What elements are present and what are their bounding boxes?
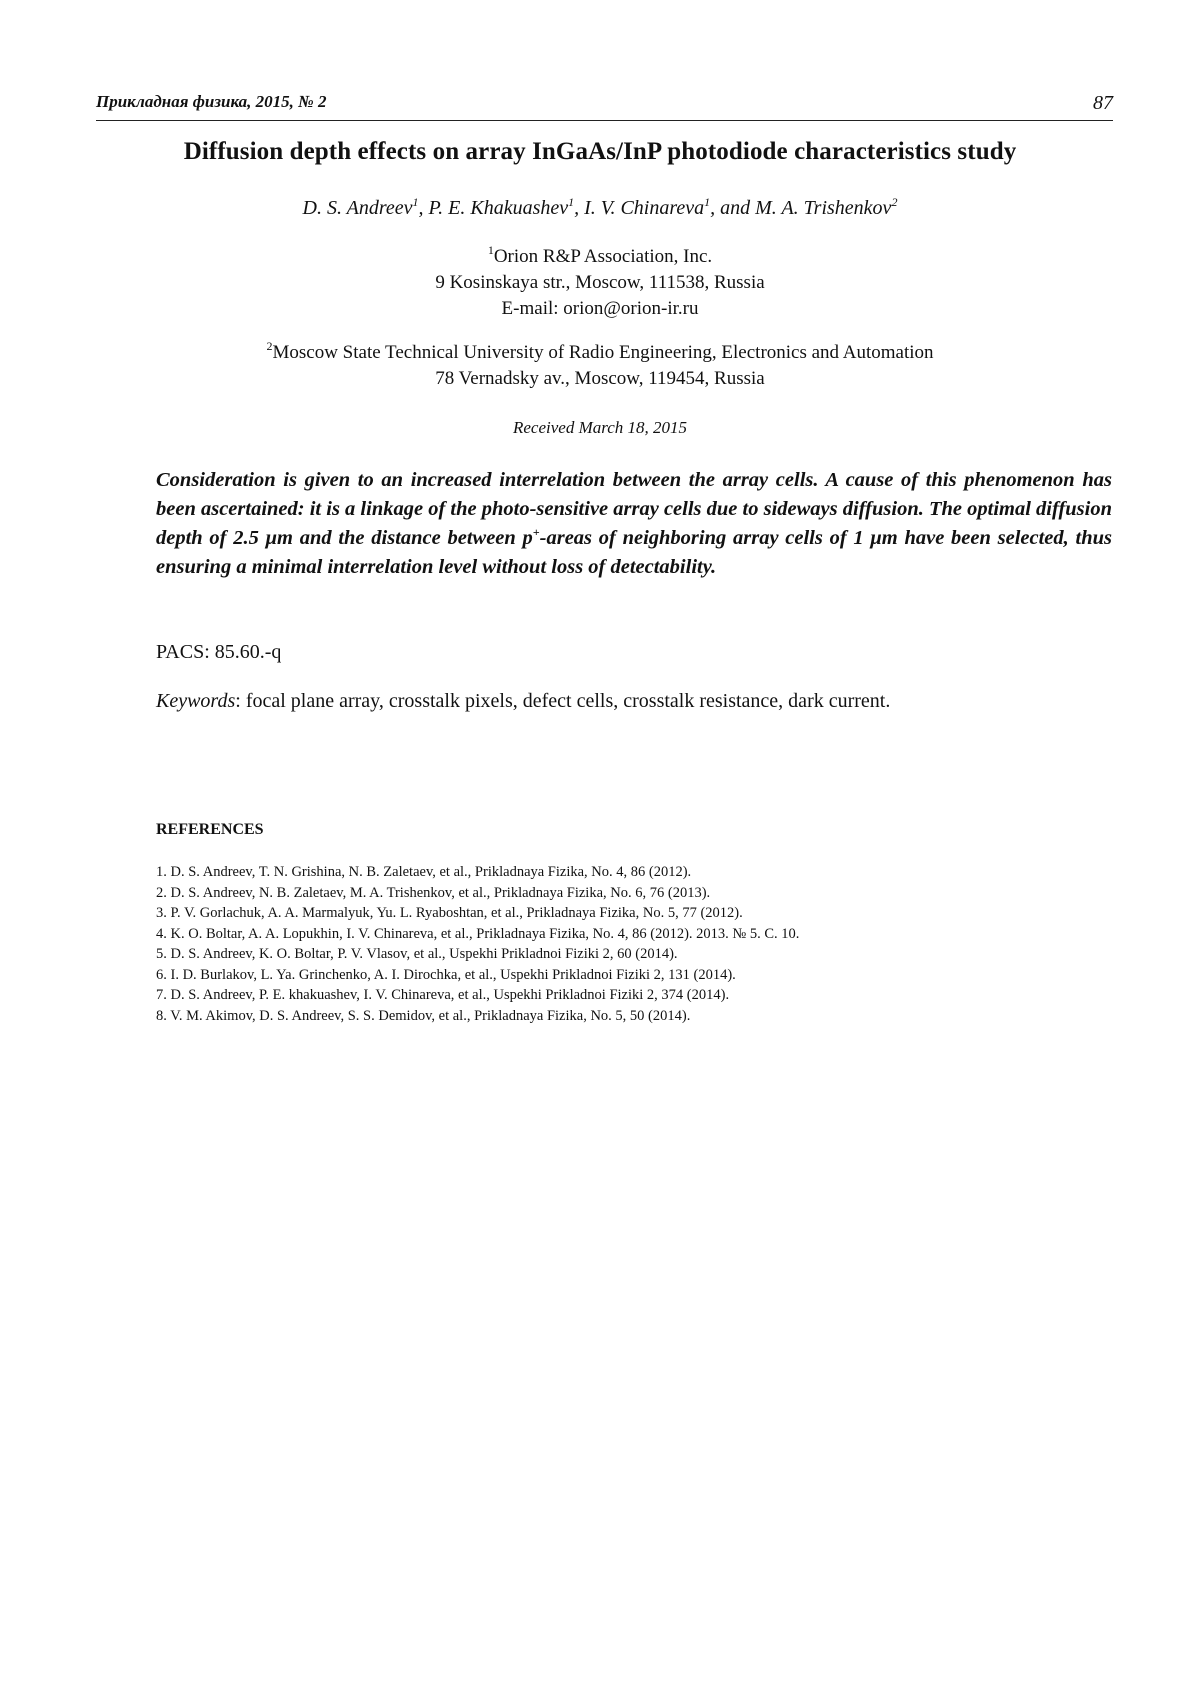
affiliation-email: E-mail: orion@orion-ir.ru [501, 298, 699, 319]
author-list [0, 197, 1200, 220]
abstract-superscript: + [532, 525, 540, 539]
reference-item: 2. D. S. Andreev, N. B. Zaletaev, M. A. Trishenkov, et al., Prikladnaya Fizika, No. 6, 76 (2013). [156, 884, 711, 901]
affiliation-line: 78 Vernadsky av., Moscow, 119454, Russia [435, 368, 765, 389]
keywords [156, 690, 890, 713]
reference-item: 7. D. S. Andreev, P. E. khakuashev, I. V. Chinareva, et al., Uspekhi Prikladnoi Fiziki 2, 374 (2014). [156, 987, 730, 1003]
affiliation-line: $^2$Moscow State Technical University of Radio Engineering, Electronics and Automation [266, 339, 934, 363]
reference-list [156, 862, 1056, 1026]
paper-title: Diffusion depth effects on array InGaAs/InP photodiode characteristics study [183, 138, 1017, 165]
author-name: D. S. Andreev [302, 197, 413, 219]
reference-item: 6. I. D. Burlakov, L. Ya. Grinchenko, A. I. Dirochka, et al., Uspekhi Prikladnoi Fiziki 2, 131 (2014). [156, 966, 736, 983]
author-name: M. A. Trishenkov [755, 197, 892, 219]
affiliation-line: $^1$Orion R&P Association, Inc. [487, 243, 713, 267]
received-date: Received March 18, 2015 [512, 418, 688, 437]
author-separator: , and [710, 197, 756, 219]
journal-name: Прикладная физика, 2015, № 2 [96, 92, 327, 111]
keywords-label: Keywords [156, 690, 236, 712]
affiliation-line: 9 Kosinskaya str., Moscow, 111538, Russia [435, 272, 765, 293]
affiliation-mark: 2 [266, 339, 273, 353]
affiliation-mark: 1 [487, 243, 494, 257]
page-number: 87 [1093, 92, 1113, 114]
author-affiliation-mark: 1 [704, 195, 711, 209]
author-name: I. V. Chinareva [584, 197, 705, 219]
reference-item: 4. K. O. Boltar, A. A. Lopukhin, I. V. Chinareva, et al., Prikladnaya Fizika, No. 4, 86 (2012). 2013. № 5. C. 10. [156, 925, 800, 942]
reference-item: 3. P. V. Gorlachuk, A. A. Marmalyuk, Yu. L. Ryaboshtan, et al., Prikladnaya Fizika, No. 5, 77 (2012). [156, 905, 743, 921]
reference-item: 8. V. M. Akimov, D. S. Andreev, S. S. Demidov, et al., Prikladnaya Fizika, No. 5, 50 (2014). [156, 1007, 691, 1024]
author-affiliation-mark: 1 [412, 195, 419, 209]
affiliation-2 [0, 340, 1200, 392]
affiliation-1 [0, 244, 1200, 322]
author-affiliation-mark: 2 [891, 195, 898, 209]
abstract: Consideration is given to an increased interrelation between the array cells. A cause of this phenomenon has been ascertained: it is a linkage of the photo-sensitive array cells due to sideways diffusion. The optimal diffusion depth of 2.5 μm and the distance between p+-areas of neighboring array cells of 1 μm have been selected, thus ensuring a minimal interrelation level without loss of detectability. [156, 469, 1113, 578]
keywords-text: : focal plane array, crosstalk pixels, defect cells, crosstalk resistance, dark current. [235, 690, 891, 712]
author-name: P. E. Khakuashev [428, 197, 569, 219]
reference-item: 1. D. S. Andreev, T. N. Grishina, N. B. Zaletaev, et al., Prikladnaya Fizika, No. 4, 86 (2012). [156, 864, 692, 880]
pacs-code: PACS: 85.60.-q [156, 641, 282, 663]
running-header [96, 92, 1113, 121]
reference-item: 5. D. S. Andreev, K. O. Boltar, P. V. Vlasov, et al., Uspekhi Prikladnoi Fiziki 2, 60 (2014). [156, 946, 678, 962]
author-separator: , [574, 197, 585, 219]
author-separator: , [418, 197, 429, 219]
references-heading: REFERENCES [156, 821, 264, 838]
author-affiliation-mark: 1 [568, 195, 575, 209]
